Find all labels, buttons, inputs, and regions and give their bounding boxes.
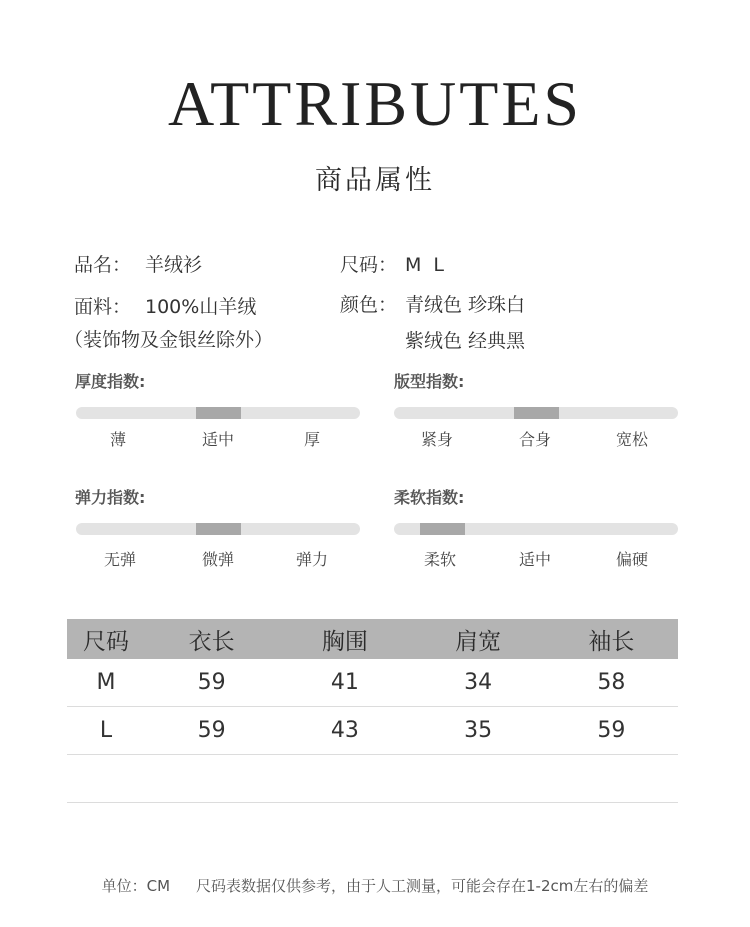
table-cell: L: [67, 707, 145, 755]
attr-size-value: M L: [405, 254, 445, 276]
index-level-mid: 适中: [518, 550, 551, 569]
index-fill: [420, 523, 465, 535]
size-table-header: 衣长: [145, 619, 278, 659]
index-level-mid: 适中: [201, 430, 234, 449]
table-cell: 59: [145, 659, 278, 707]
table-row: [67, 659, 678, 707]
attr-color-row2: 紫绒色 经典黑: [405, 330, 526, 352]
index-level-low: 无弹: [103, 550, 136, 569]
index-fill: [196, 407, 241, 419]
table-cell: 34: [412, 659, 545, 707]
table-cell: 59: [545, 707, 678, 755]
index-level-high: 厚: [303, 430, 320, 449]
index-level-low: 薄: [109, 430, 126, 449]
index-fill: [514, 407, 559, 419]
index-level-high: 偏硬: [615, 550, 648, 569]
index-title: 弹力指数:: [75, 488, 146, 507]
table-cell: 41: [278, 659, 411, 707]
index-fill: [196, 523, 241, 535]
index-title: 版型指数:: [394, 372, 465, 391]
table-cell: M: [67, 659, 145, 707]
table-row-empty: [67, 755, 678, 803]
table-cell-empty: [145, 755, 278, 803]
attr-size-label: 尺码：: [340, 254, 398, 276]
size-table-header: 尺码: [67, 619, 145, 659]
table-row: [67, 707, 678, 755]
index-level-low: 紧身: [420, 430, 453, 449]
attr-color-label: 颜色：: [340, 294, 398, 316]
size-table: [67, 619, 678, 803]
size-table-header: 胸围: [278, 619, 411, 659]
table-cell: 35: [412, 707, 545, 755]
attr-fabric-label: 面料：: [74, 296, 132, 318]
size-table-header-row: [67, 619, 678, 659]
size-table-header: 肩宽: [412, 619, 545, 659]
index-level-high: 弹力: [295, 550, 328, 569]
attr-fabric-value: 100%山羊绒: [145, 296, 257, 318]
table-cell: 58: [545, 659, 678, 707]
index-level-mid: 合身: [518, 430, 551, 449]
index-track: [394, 523, 678, 535]
title-chinese: 商品属性: [315, 165, 435, 196]
index-level-high: 宽松: [615, 430, 648, 449]
attr-color-row1: 青绒色 珍珠白: [405, 294, 526, 316]
table-cell: 43: [278, 707, 411, 755]
attr-name-value: 羊绒衫: [145, 254, 203, 276]
table-cell-empty: [278, 755, 411, 803]
table-cell-empty: [67, 755, 145, 803]
footer-unit: 单位：CM: [101, 877, 171, 895]
table-cell-empty: [412, 755, 545, 803]
title-english: ATTRIBUTES: [168, 68, 582, 139]
table-cell-empty: [545, 755, 678, 803]
index-level-low: 柔软: [423, 550, 456, 569]
footer-disclaimer: 尺码表数据仅供参考，由于人工测量，可能会存在1-2cm左右的偏差: [196, 877, 649, 895]
footer-note: [0, 875, 750, 896]
table-cell: 59: [145, 707, 278, 755]
index-title: 柔软指数:: [394, 488, 465, 507]
index-track: [394, 407, 678, 419]
size-table-header: 袖长: [545, 619, 678, 659]
index-track: [76, 523, 360, 535]
attr-name-label: 品名：: [74, 254, 132, 276]
index-track: [76, 407, 360, 419]
attr-fabric-note: （装饰物及金银丝除外）: [64, 329, 274, 351]
index-title: 厚度指数:: [75, 372, 146, 391]
index-level-mid: 微弹: [201, 550, 234, 569]
